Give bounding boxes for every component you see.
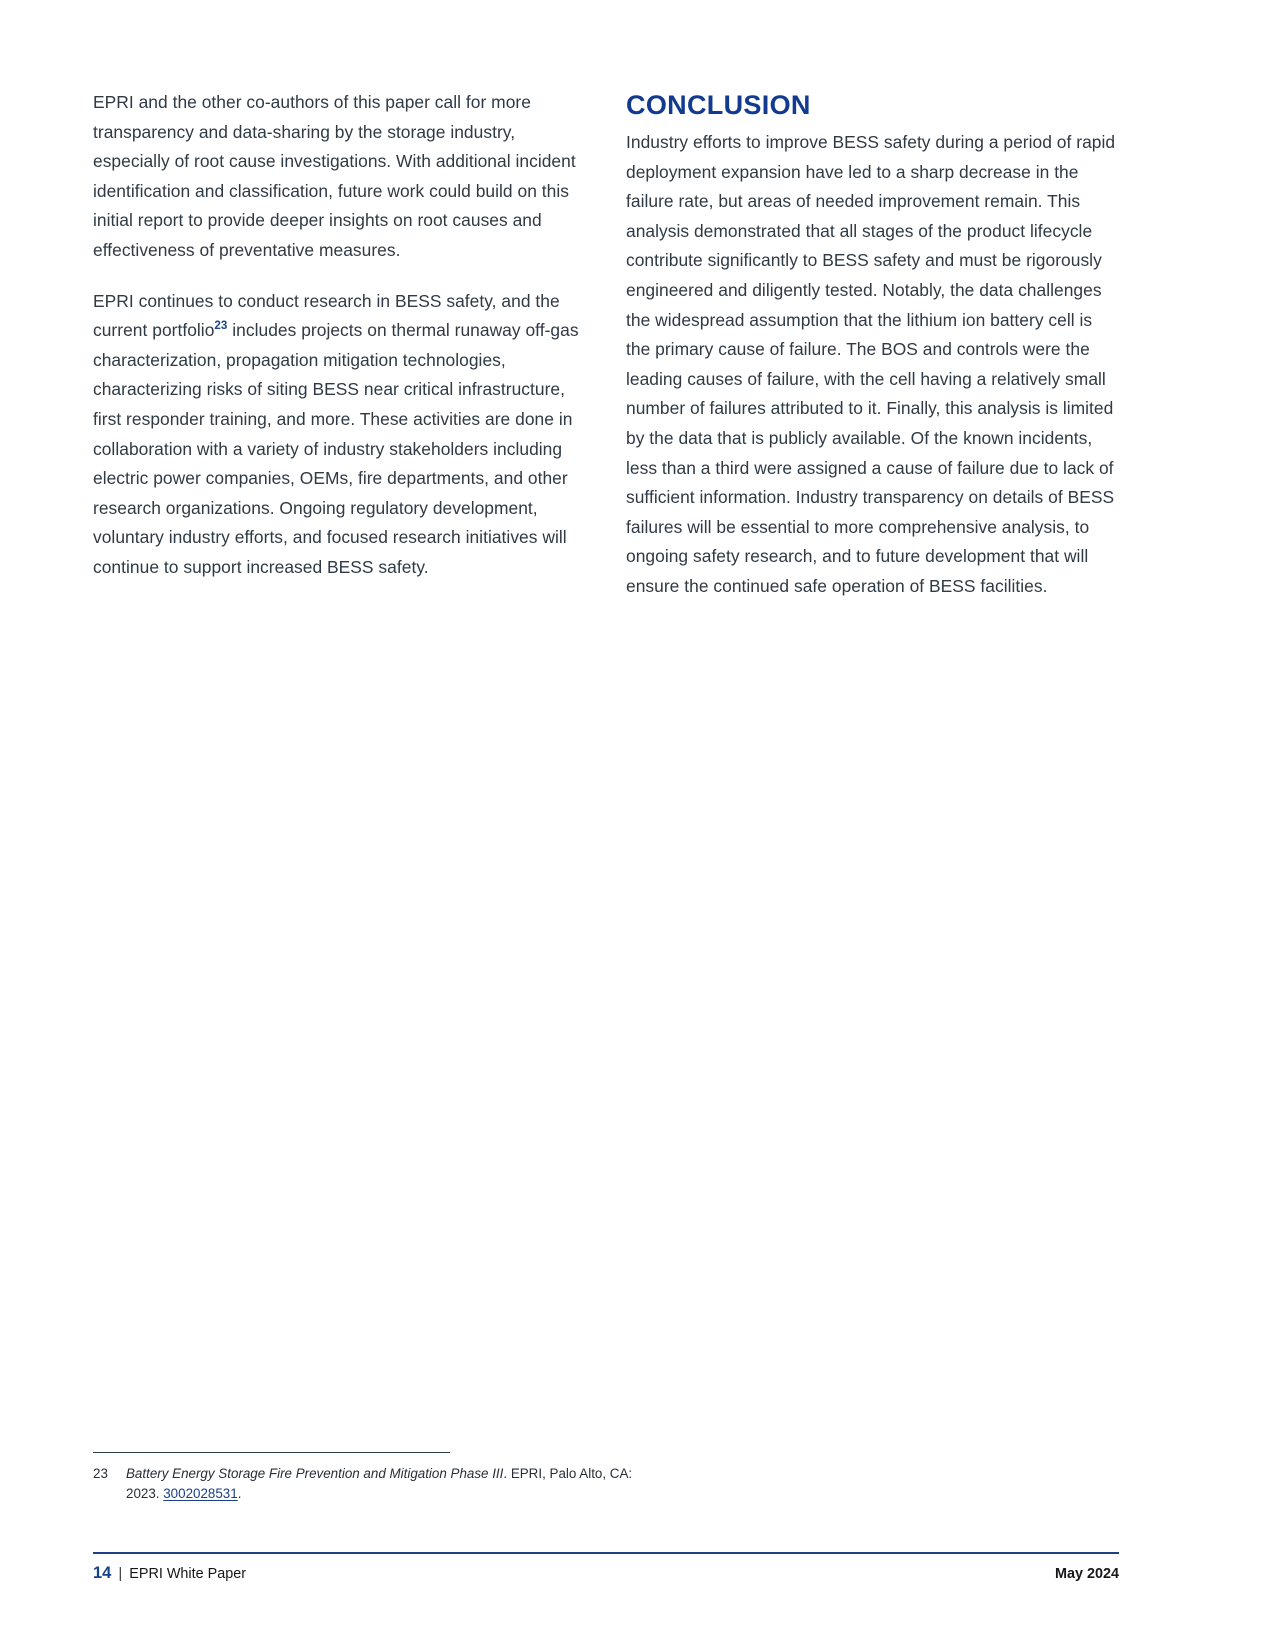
footnote-item — [93, 1464, 653, 1503]
footer-date: May 2024 — [1054, 1566, 1119, 1582]
footer-divider: | — [118, 1565, 123, 1582]
two-column-body — [93, 88, 1119, 602]
footnote-link-3002028531[interactable]: 3002028531 — [163, 1485, 238, 1501]
footnote-separator-rule — [93, 1452, 450, 1453]
paragraph-research-portfolio-part2: includes projects on thermal runaway off-gas characterization, propagation mitigation technologies, characterizing risks of siting BESS near critical infrastructure, first responder training, and more. These activities are done in collaboration with a variety of industry stakeholders including electric power companies, OEMs, fire departments, and other research organizations. Ongoing regulatory development, voluntary industry efforts, and focused research initiatives will continue to support increased BESS safety. — [93, 320, 579, 577]
footer-page-number: 14 — [93, 1564, 112, 1582]
footnote-trailing-period: . — [237, 1485, 242, 1501]
left-column — [93, 88, 586, 602]
page-footer — [93, 1552, 1119, 1583]
section-heading-conclusion: CONCLUSION — [626, 90, 811, 120]
paragraph-conclusion: Industry efforts to improve BESS safety during a period of rapid deployment expansion have led to a sharp decrease in the failure rate, but areas of needed improvement remain. This analysis demonstrated that all stages of the product lifecycle contribute significantly to BESS safety and must be rigorously engineered and diligently tested. Notably, the data challenges the widespread assumption that the lithium ion battery cell is the primary cause of failure. The BOS and controls were the leading causes of failure, with the cell having a relatively small number of failures attributed to it. Finally, this analysis is limited by the data that is publicly available. Of the known incidents, less than a third were assigned a cause of failure due to lack of sufficient information. Industry transparency on details of BESS failures will be essential to more comprehensive analysis, to ongoing safety research, and to future development that will ensure the continued safe operation of BESS facilities. — [626, 132, 1116, 596]
footer-row — [93, 1564, 1119, 1583]
footer-rule — [93, 1552, 1119, 1554]
footnote-text — [126, 1464, 653, 1503]
footnote-block — [93, 1452, 653, 1503]
footnote-title: Battery Energy Storage Fire Prevention and Mitigation Phase III — [126, 1466, 504, 1481]
footnote-publisher: . EPRI, Palo Alto, CA: 2023. — [126, 1466, 633, 1501]
footer-left-group — [93, 1564, 246, 1583]
right-column — [626, 88, 1119, 602]
paragraph-research-portfolio-part1: EPRI continues to conduct research in BESS safety, and the current portfolio — [93, 290, 560, 341]
footnote-number: 23 — [93, 1466, 108, 1481]
footer-document-name: EPRI White Paper — [129, 1566, 247, 1582]
footnote-reference-23[interactable]: 23 — [214, 319, 228, 333]
paragraph-transparency-call: EPRI and the other co-authors of this paper call for more transparency and data-sharing by the storage industry, especially of root cause investigations. With additional incident identification and classification, future work could build on this initial report to provide deeper insights on root causes and effectiveness of preventative measures. — [93, 92, 576, 260]
paragraph-research-portfolio — [93, 287, 586, 583]
